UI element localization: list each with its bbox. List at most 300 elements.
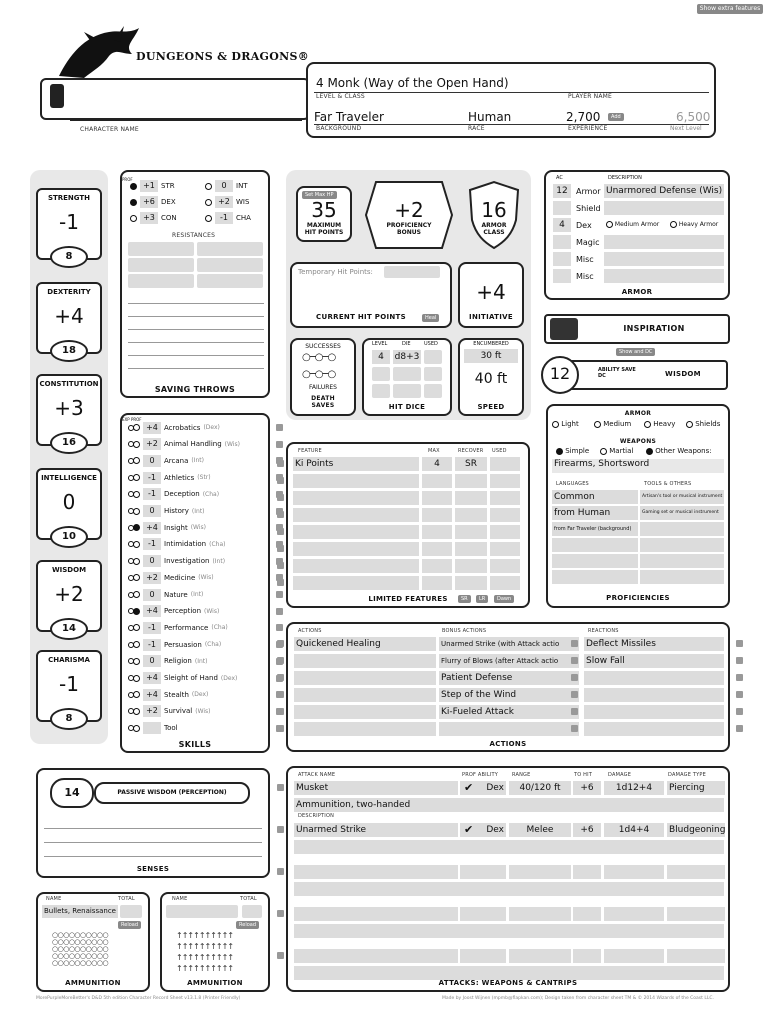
attack-damage-field[interactable] (604, 907, 664, 921)
skill-prof-circle[interactable] (133, 474, 140, 481)
attack-name-field[interactable] (294, 949, 458, 963)
skill-prof-circle[interactable] (133, 624, 140, 631)
lf-feature-field[interactable] (293, 525, 419, 539)
heal-button[interactable]: Heal (422, 314, 439, 322)
attack-range-field[interactable]: Melee (509, 823, 571, 837)
skill-row[interactable] (128, 538, 268, 551)
attack-range-field[interactable] (509, 907, 571, 921)
skill-row[interactable] (128, 688, 268, 701)
save-prof-circle[interactable] (205, 199, 212, 206)
skill-row[interactable] (128, 488, 268, 501)
attack-hit-field[interactable]: +6 (573, 781, 601, 795)
armor-ac-value[interactable]: 12 (553, 184, 571, 198)
tool-field[interactable] (640, 554, 724, 568)
experience-add-button[interactable]: Add (608, 113, 624, 121)
skill-prof-circle[interactable] (133, 641, 140, 648)
armor-desc-value[interactable] (604, 252, 724, 266)
max-hp-value[interactable]: 35 (311, 198, 337, 222)
skill-prof-circle[interactable] (133, 591, 140, 598)
bonus-action-field[interactable]: Patient Defense (439, 671, 579, 685)
lf-edit-button[interactable] (277, 562, 284, 569)
armor-desc-value[interactable]: Unarmored Defense (Wis) (606, 186, 723, 196)
ammo1-name[interactable]: Bullets, Renaissance (42, 905, 118, 918)
action-edit-button[interactable] (277, 640, 284, 647)
prof-martial-option[interactable]: Martial (600, 447, 633, 455)
successes-label: SUCCESSES (305, 343, 341, 350)
attack-edit-button[interactable] (277, 952, 284, 959)
skill-row[interactable] (128, 722, 268, 735)
skill-name: Perception (164, 607, 202, 616)
armor-ac-value[interactable] (553, 252, 571, 266)
armor-ac-value[interactable] (553, 235, 571, 249)
lf-edit-button[interactable] (277, 545, 284, 552)
lf-recover-field[interactable] (455, 559, 487, 573)
passive-perception-label: PASSIVE WISDOM (PERCEPTION) (117, 789, 227, 796)
ability-score[interactable]: 16 (62, 437, 76, 448)
skill-row[interactable] (128, 421, 268, 434)
skill-row[interactable] (128, 438, 268, 451)
skill-name: Investigation (164, 557, 210, 566)
ammo1-bullets-icon[interactable]: ○○○○○○○○○○ ○○○○○○○○○○ ○○○○○○○○○○ ○○○○○○○○○○ ○○○○○○○○○○ (52, 931, 109, 967)
tool-field[interactable] (640, 570, 724, 584)
lf-recover-field[interactable] (455, 474, 487, 488)
skill-edit-button[interactable] (276, 591, 283, 598)
language-field[interactable]: from Human (552, 506, 638, 520)
reaction-field[interactable]: Deflect Missiles (584, 637, 724, 651)
bonus-action-field[interactable]: Unarmed Strike (with Attack actio (439, 637, 579, 651)
attack-name-field[interactable]: Musket (294, 781, 458, 795)
skill-prof-circle[interactable] (133, 725, 140, 732)
bonus-action-edit-button[interactable] (571, 708, 578, 715)
lf-max-field[interactable] (422, 576, 452, 590)
save-row-str[interactable] (130, 180, 175, 192)
hd-die-value[interactable]: d8+3 (394, 352, 420, 362)
lf-max-field[interactable] (422, 525, 452, 539)
temp-hp-input[interactable] (384, 266, 440, 278)
ability-score[interactable]: 18 (62, 345, 76, 356)
skill-row[interactable] (128, 605, 268, 618)
skill-prof-circle[interactable] (133, 608, 140, 615)
attack-hit-field[interactable] (573, 949, 601, 963)
lf-max-field[interactable] (422, 542, 452, 556)
attack-range-field[interactable] (509, 865, 571, 879)
lf-max-field[interactable] (422, 474, 452, 488)
skill-prof-circle[interactable] (133, 708, 140, 715)
armor-desc-value[interactable] (604, 269, 724, 283)
ability-modifier: +4 (54, 304, 84, 328)
lf-used-field[interactable] (490, 525, 520, 539)
skill-row[interactable] (128, 471, 268, 484)
lf-max-field[interactable]: 4 (422, 457, 452, 471)
lf-edit-button[interactable] (277, 528, 284, 535)
skill-row[interactable] (128, 638, 268, 651)
attack-type-field[interactable] (667, 907, 725, 921)
skill-row[interactable] (128, 505, 268, 518)
reaction-edit-button[interactable] (736, 674, 743, 681)
armor-desc-hdr: DESCRIPTION (608, 175, 642, 181)
language-field[interactable] (552, 570, 638, 584)
level-class-value[interactable]: 4 Monk (Way of the Open Hand) (316, 76, 509, 90)
reaction-field[interactable] (584, 671, 724, 685)
skill-prof-circle[interactable] (133, 541, 140, 548)
lf-feature-field[interactable] (293, 491, 419, 505)
skill-row[interactable] (128, 555, 268, 568)
skill-prof-circle[interactable] (133, 457, 140, 464)
action-edit-button[interactable] (277, 657, 284, 664)
reaction-edit-button[interactable] (736, 657, 743, 664)
ability-dc-label: ABILITY SAVE DC (598, 367, 636, 379)
bonus-action-field[interactable]: Step of the Wind (439, 688, 579, 702)
reaction-edit-button[interactable] (736, 725, 743, 732)
skill-modifier: +2 (143, 572, 161, 584)
attack-type-field[interactable]: Bludgeoning (669, 825, 725, 835)
attack-name-field[interactable] (294, 907, 458, 921)
skill-ability: (Int) (190, 591, 204, 598)
failure-checkboxes[interactable]: ○─○─○ (302, 369, 336, 380)
lf-feature-field[interactable] (293, 474, 419, 488)
action-field[interactable] (294, 671, 436, 685)
attack-name-hdr: ATTACK NAME (298, 772, 336, 778)
skill-modifier: 0 (143, 555, 161, 567)
experience-label: EXPERIENCE (568, 125, 608, 132)
ammo2-reload-button[interactable]: Reload (236, 921, 259, 929)
lf-used-field[interactable] (490, 491, 520, 505)
attack-ability-field[interactable]: Dex (460, 823, 506, 837)
save-modifier: +1 (140, 180, 158, 192)
attack-desc-field[interactable] (294, 924, 724, 938)
skill-row[interactable] (128, 571, 268, 584)
attack-hit-hdr: TO HIT (574, 772, 593, 778)
attack-damage-field[interactable] (604, 949, 664, 963)
skill-modifier: +4 (143, 422, 161, 434)
skill-modifier (143, 722, 161, 734)
save-prof-circle[interactable] (130, 215, 137, 222)
skill-ability: (Cha) (202, 490, 220, 498)
skill-prof-circle[interactable] (133, 658, 140, 665)
save-row-cha[interactable] (205, 212, 251, 224)
bonus-action-edit-button[interactable] (571, 640, 578, 647)
reaction-field[interactable] (584, 688, 724, 702)
action-field[interactable] (294, 654, 436, 668)
lf-edit-button[interactable] (277, 511, 284, 518)
lf-recover-field[interactable] (455, 525, 487, 539)
race-label: RACE (468, 125, 485, 132)
lf-feature-field[interactable]: Ki Points (293, 457, 419, 471)
attack-ability-field[interactable] (460, 907, 506, 921)
attack-prof-check-icon[interactable]: ✔ (464, 823, 474, 836)
ability-score[interactable]: 14 (62, 623, 76, 634)
hd-level-hdr: LEVEL (372, 341, 388, 347)
skill-row[interactable] (128, 454, 268, 467)
skill-modifier: 0 (143, 455, 161, 467)
attack-desc-field[interactable] (294, 840, 724, 854)
action-edit-button[interactable] (277, 725, 284, 732)
attack-edit-button[interactable] (277, 784, 284, 791)
lf-feature-field[interactable] (293, 542, 419, 556)
save-prof-circle[interactable] (130, 199, 137, 206)
failures-label: FAILURES (309, 384, 337, 391)
language-field[interactable] (552, 554, 638, 568)
action-edit-button[interactable] (277, 674, 284, 681)
language-field[interactable]: Common (552, 490, 638, 504)
skill-modifier: -1 (143, 538, 161, 550)
action-field[interactable] (294, 705, 436, 719)
skill-prof-circle[interactable] (133, 441, 140, 448)
prof-shields-option[interactable]: Shields (686, 420, 720, 428)
lf-used-field[interactable] (490, 576, 520, 590)
speed-value[interactable]: 40 ft (474, 371, 508, 387)
save-prof-circle[interactable] (205, 183, 212, 190)
save-ability: DEX (161, 198, 176, 206)
lf-max-field[interactable] (422, 491, 452, 505)
attack-name-field[interactable]: Unarmed Strike (294, 823, 458, 837)
skill-ability: (Str) (197, 474, 211, 482)
action-edit-button[interactable] (277, 708, 284, 715)
attack-type-field[interactable] (667, 865, 725, 879)
bonus-action-edit-button[interactable] (571, 725, 578, 732)
armor-ac-value[interactable] (553, 201, 571, 215)
lf-edit-button[interactable] (277, 579, 284, 586)
attack-damage-field[interactable] (604, 865, 664, 879)
character-name-label: CHARACTER NAME (80, 126, 139, 133)
bonus-action-edit-button[interactable] (571, 657, 578, 664)
reaction-field[interactable]: Slow Fall (584, 654, 724, 668)
attack-range-field[interactable]: 40/120 ft (509, 781, 571, 795)
skill-name: Athletics (164, 473, 195, 482)
attack-type-field[interactable] (667, 949, 725, 963)
skill-ability: (Dex) (203, 424, 220, 431)
hit-dice-label: HIT DICE (388, 403, 426, 411)
prof-armor-label: ARMOR (624, 410, 652, 417)
background-label: BACKGROUND (316, 125, 362, 132)
skill-row[interactable] (128, 705, 268, 718)
skill-row[interactable] (128, 588, 268, 601)
reaction-field[interactable] (584, 705, 724, 719)
armor-desc-value[interactable] (604, 201, 724, 215)
set-max-hp-button[interactable]: Set Max HP (302, 191, 337, 199)
save-row-dex[interactable] (130, 196, 176, 208)
armor-class-label: ARMOR CLASS (481, 222, 507, 236)
attack-ability-field[interactable]: Dex (460, 781, 506, 795)
attack-name-field[interactable] (294, 865, 458, 879)
attack-ability-field[interactable] (460, 949, 506, 963)
medium-armor-option[interactable]: Medium Armor (606, 221, 659, 228)
actions-hdr: ACTIONS (298, 628, 322, 634)
armor-row-label: Magic (576, 238, 600, 247)
race-value[interactable]: Human (468, 110, 512, 124)
level-class-label: LEVEL & CLASS (316, 93, 365, 100)
save-row-wis[interactable] (205, 196, 249, 208)
skill-ability: (Int) (194, 657, 208, 665)
ammo2-arrows-icon[interactable]: ↑↑↑↑↑↑↑↑↑↑ ↑↑↑↑↑↑↑↑↑↑ ↑↑↑↑↑↑↑↑↑↑ ↑↑↑↑↑↑↑↑↑↑ (176, 931, 234, 973)
skill-prof-circle[interactable] (133, 691, 140, 698)
skill-row[interactable] (128, 655, 268, 668)
max-hp-label: MAXIMUM HIT POINTS (304, 222, 344, 236)
reaction-edit-button[interactable] (736, 708, 743, 715)
armor-desc-value[interactable] (604, 235, 724, 249)
armor-ac-value[interactable] (553, 269, 571, 283)
prof-heavy-option[interactable]: Heavy (644, 420, 675, 428)
language-field[interactable] (552, 538, 638, 552)
skill-edit-button[interactable] (276, 441, 283, 448)
tool-field[interactable] (640, 522, 724, 536)
prof-medium-option[interactable]: Medium (594, 420, 631, 428)
save-row-int[interactable] (205, 180, 248, 192)
attack-hit-field[interactable]: +6 (573, 823, 601, 837)
skill-prof-circle[interactable] (133, 675, 140, 682)
attack-prof-check-icon[interactable]: ✔ (464, 781, 474, 794)
ability-modifier: -1 (59, 672, 79, 696)
lf-recover-field[interactable] (455, 542, 487, 556)
ability-score[interactable]: 8 (65, 713, 73, 724)
attack-desc-field[interactable]: Ammunition, two-handed (294, 798, 724, 812)
skill-row[interactable] (128, 521, 268, 534)
ability-name: STRENGTH (47, 194, 91, 202)
hd-level-value[interactable]: 4 (372, 350, 390, 364)
skill-row[interactable] (128, 672, 268, 685)
bonus-action-field[interactable] (439, 722, 579, 736)
lf-dawn-button[interactable]: Dawn (494, 595, 514, 603)
ammo1-reload-button[interactable]: Reload (118, 921, 141, 929)
attack-desc-field[interactable] (294, 966, 724, 980)
lf-max-field[interactable] (422, 508, 452, 522)
skill-prof-circle[interactable] (133, 491, 140, 498)
tool-field[interactable]: Artisan's tool or musical instrument (640, 490, 724, 504)
reaction-edit-button[interactable] (736, 691, 743, 698)
lf-feature-field[interactable] (293, 508, 419, 522)
lf-lr-button[interactable]: LR (476, 595, 488, 603)
saving-throws-prof-tag: PROF (122, 177, 133, 182)
save-prof-circle[interactable] (205, 215, 212, 222)
action-field[interactable] (294, 722, 436, 736)
ability-dc-ability[interactable]: WISDOM (665, 370, 701, 378)
save-ability: INT (236, 182, 248, 190)
skill-name: Nature (164, 590, 188, 599)
save-row-con[interactable] (130, 212, 177, 224)
tool-field[interactable] (640, 538, 724, 552)
lf-edit-button[interactable] (277, 460, 284, 467)
skill-name: Insight (164, 523, 188, 532)
show-dc-button[interactable]: Show and DC (616, 348, 655, 356)
skill-name: Religion (164, 657, 192, 666)
ability-score[interactable]: 8 (65, 251, 73, 262)
save-prof-circle[interactable] (130, 183, 137, 190)
heavy-armor-option[interactable]: Heavy Armor (670, 221, 718, 228)
attack-desc-field[interactable] (294, 882, 724, 896)
attack-ability-field[interactable] (460, 865, 506, 879)
ammo1-total-hdr: TOTAL (118, 896, 135, 902)
armor-ac-value[interactable]: 4 (553, 218, 571, 232)
bonus-action-edit-button[interactable] (571, 691, 578, 698)
tool-field[interactable]: Gaming set or musical instrument (640, 506, 724, 520)
skill-prof-circle[interactable] (133, 558, 140, 565)
attack-type-field[interactable]: Piercing (667, 781, 725, 795)
skill-modifier: 0 (143, 505, 161, 517)
armor-ac-hdr: AC (556, 175, 563, 181)
save-modifier: +2 (215, 196, 233, 208)
ability-score[interactable]: 10 (62, 531, 76, 542)
prof-simple-option[interactable]: Simple (556, 447, 589, 455)
attack-edit-button[interactable] (277, 910, 284, 917)
prof-weapons-text[interactable]: Firearms, Shortsword (552, 459, 724, 473)
lf-feature-field[interactable] (293, 559, 419, 573)
ammo1-total[interactable] (120, 905, 142, 918)
skill-edit-button[interactable] (276, 608, 283, 615)
skill-modifier: +4 (143, 605, 161, 617)
lf-feature-field[interactable] (293, 576, 419, 590)
initiative-value[interactable]: +4 (476, 280, 506, 304)
lf-edit-button[interactable] (277, 477, 284, 484)
lf-recover-field[interactable] (455, 576, 487, 590)
armor-row-label: Shield (576, 204, 601, 213)
action-field[interactable]: Quickened Healing (294, 637, 436, 651)
lf-used-field[interactable] (490, 542, 520, 556)
reaction-edit-button[interactable] (736, 640, 743, 647)
lf-recover-field[interactable]: SR (455, 457, 487, 471)
ammo2-name[interactable] (166, 905, 238, 918)
attack-hit-field[interactable] (573, 907, 601, 921)
ammo2-total[interactable] (242, 905, 262, 918)
skill-prof-circle[interactable] (133, 574, 140, 581)
character-name-banner (40, 78, 310, 120)
skill-prof-circle[interactable] (133, 508, 140, 515)
lf-edit-button[interactable] (277, 494, 284, 501)
lf-sr-button[interactable]: SR (458, 595, 471, 603)
speed-encumbered-value[interactable]: 30 ft (464, 349, 518, 363)
action-edit-button[interactable] (277, 691, 284, 698)
lf-recover-field[interactable] (455, 508, 487, 522)
lf-max-field[interactable] (422, 559, 452, 573)
experience-value[interactable]: 2,700 (566, 110, 601, 124)
skill-edit-button[interactable] (276, 624, 283, 631)
show-extra-features-button[interactable]: Show extra features (697, 4, 763, 14)
skill-ability: (Dex) (220, 674, 238, 682)
skill-edit-button[interactable] (276, 424, 283, 431)
skill-prof-circle[interactable] (133, 424, 140, 431)
lf-used-field[interactable] (490, 508, 520, 522)
prof-other-option[interactable]: Other Weapons: (646, 447, 712, 455)
attack-damage-field[interactable]: 1d12+4 (604, 781, 664, 795)
lf-used-field[interactable] (490, 474, 520, 488)
success-checkboxes[interactable]: ○─○─○ (302, 352, 336, 363)
lf-recover-field[interactable] (455, 491, 487, 505)
attack-range-hdr: RANGE (512, 772, 531, 778)
attack-edit-button[interactable] (277, 868, 284, 875)
reaction-field[interactable] (584, 722, 724, 736)
skill-row[interactable] (128, 621, 268, 634)
skill-modifier: 0 (143, 589, 161, 601)
attack-damage-field[interactable]: 1d4+4 (604, 823, 664, 837)
skill-prof-circle[interactable] (133, 524, 140, 531)
attack-desc-hdr: DESCRIPTION (298, 813, 335, 819)
lf-used-field[interactable] (490, 457, 520, 471)
lf-used-field[interactable] (490, 559, 520, 573)
skill-modifier: -1 (143, 472, 161, 484)
bonus-action-edit-button[interactable] (571, 674, 578, 681)
initiative-label: INITIATIVE (469, 313, 513, 321)
skill-name: Arcana (164, 456, 189, 465)
action-field[interactable] (294, 688, 436, 702)
attack-range-field[interactable] (509, 949, 571, 963)
attack-hit-field[interactable] (573, 865, 601, 879)
attack-edit-button[interactable] (277, 826, 284, 833)
bonus-action-field[interactable]: Flurry of Blows (after Attack actio (439, 654, 579, 668)
language-field[interactable]: from Far Traveler (background) (552, 522, 638, 536)
bonus-action-field[interactable]: Ki-Fueled Attack (439, 705, 579, 719)
prof-light-option[interactable]: Light (552, 420, 579, 428)
background-value[interactable]: Far Traveler (314, 110, 384, 124)
skill-name: Medicine (164, 573, 196, 582)
